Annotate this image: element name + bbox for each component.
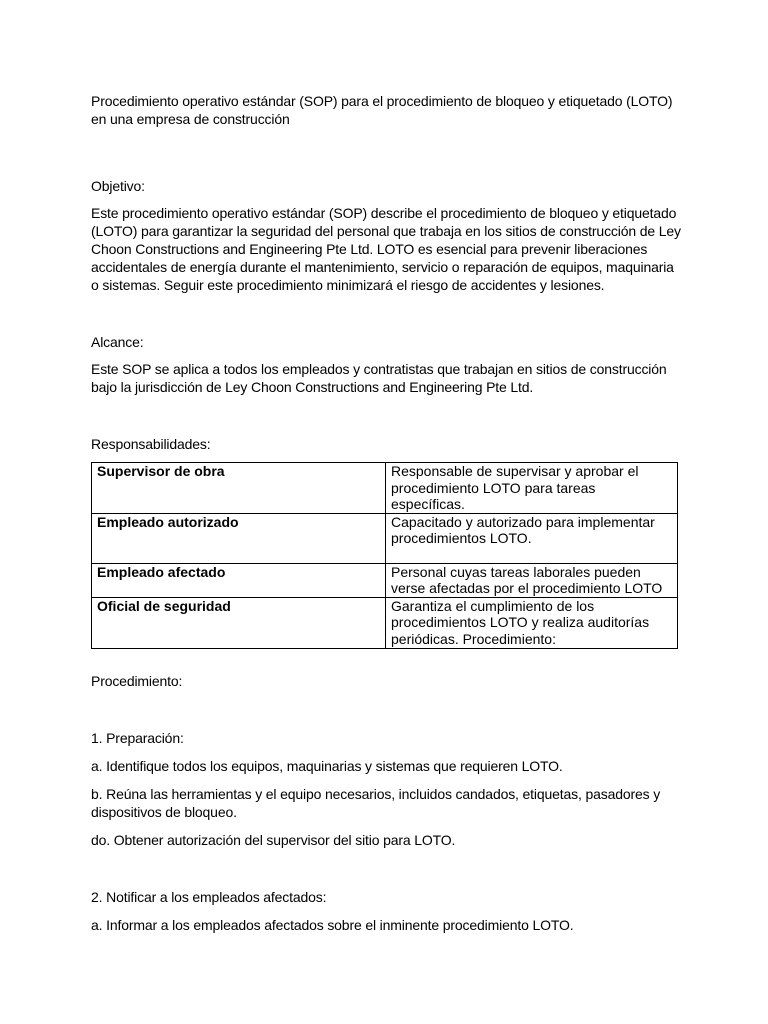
scope-heading: Alcance: bbox=[91, 334, 144, 350]
role-cell: Empleado autorizado bbox=[92, 513, 386, 563]
objective-text: Este procedimiento operativo estándar (SOP) describe el procedimiento de bloqueo y etiquetado (LOTO) para garantizar la seguridad del personal que trabaja en los sitios de construcción de Ley Choon Constructions and Engineering Pte Ltd. LOTO es esencial para prevenir liberaciones accidentales de energía durante el mantenimiento, servicio o reparación de equipos, maquinaria o sistemas. Seguir este procedimiento minimizará el riesgo de accidentes y lesiones. bbox=[91, 205, 681, 293]
description-cell: Capacitado y autorizado para implementar procedimientos LOTO. bbox=[386, 513, 678, 563]
step2-item: a. Informar a los empleados afectados sobre el inminente procedimiento LOTO. bbox=[91, 916, 574, 933]
responsibilities-table bbox=[91, 462, 678, 649]
step2-heading: 2. Notificar a los empleados afectados: bbox=[91, 888, 327, 905]
procedure-heading: Procedimiento: bbox=[91, 672, 183, 689]
scope-text: Este SOP se aplica a todos los empleados y contratistas que trabajan en sitios de construcción bajo la jurisdicción de Ley Choon Constructions and Engineering Pte Ltd. bbox=[91, 361, 667, 395]
step1-item: b. Reúna las herramientas y el equipo necesarios, incluidos candados, etiquetas, pasadores y dispositivos de bloqueo. bbox=[91, 785, 661, 820]
step1-item: a. Identifique todos los equipos, maquinarias y sistemas que requieren LOTO. bbox=[91, 757, 563, 774]
document-title: Procedimiento operativo estándar (SOP) para el procedimiento de bloqueo y etiquetado (LOTO) en una empresa de construcción bbox=[91, 93, 673, 127]
step1-item: do. Obtener autorización del supervisor del sitio para LOTO. bbox=[91, 831, 456, 848]
table-row bbox=[92, 597, 678, 648]
document-page bbox=[91, 92, 681, 944]
table-row bbox=[92, 563, 678, 597]
step1-heading: 1. Preparación: bbox=[91, 729, 184, 746]
table-row bbox=[92, 463, 678, 514]
responsibilities-heading: Responsabilidades: bbox=[91, 436, 211, 452]
role-cell: Supervisor de obra bbox=[92, 463, 386, 514]
role-cell: Empleado afectado bbox=[92, 563, 386, 597]
table-row bbox=[92, 513, 678, 563]
description-cell: Responsable de supervisar y aprobar el procedimiento LOTO para tareas específicas. bbox=[386, 463, 678, 514]
description-cell: Personal cuyas tareas laborales pueden verse afectadas por el procedimiento LOTO bbox=[386, 563, 678, 597]
role-cell: Oficial de seguridad bbox=[92, 597, 386, 648]
description-cell: Garantiza el cumplimiento de los procedimientos LOTO y realiza auditorías periódicas. Procedimiento: bbox=[386, 597, 678, 648]
objective-heading: Objetivo: bbox=[91, 178, 145, 194]
